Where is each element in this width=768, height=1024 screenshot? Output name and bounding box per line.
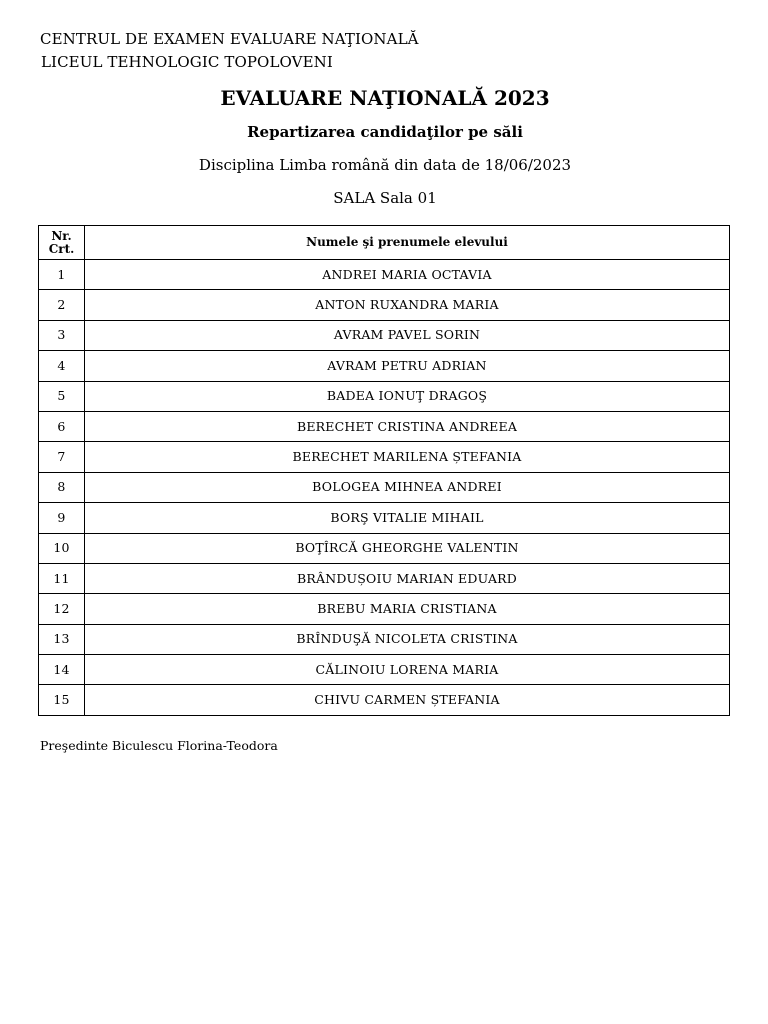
student-name-cell: BOLOGEA MIHNEA ANDREI [85, 472, 730, 502]
table-row [39, 472, 730, 502]
student-name-cell: ANDREI MARIA OCTAVIA [85, 260, 730, 290]
row-number-cell: 12 [39, 594, 85, 624]
column-header-nr-line2: Crt. [48, 241, 75, 256]
document-title: EVALUARE NAŢIONALĂ 2023 [220, 86, 550, 110]
room-line: SALA Sala 01 [333, 189, 437, 207]
table-row [39, 351, 730, 381]
row-number-cell: 7 [39, 442, 85, 472]
table-row [39, 503, 730, 533]
student-name-cell: AVRAM PETRU ADRIAN [85, 351, 730, 381]
row-number-cell: 10 [39, 533, 85, 563]
table-row [39, 624, 730, 654]
table-row [39, 290, 730, 320]
table-row [39, 533, 730, 563]
student-name-cell: BADEA IONUŢ DRAGOŞ [85, 381, 730, 411]
student-name-cell: BREBU MARIA CRISTIANA [85, 594, 730, 624]
table-row [39, 685, 730, 715]
student-name-cell: BRÂNDUȘOIU MARIAN EDUARD [85, 563, 730, 593]
row-number-cell: 8 [39, 472, 85, 502]
table-row [39, 381, 730, 411]
row-number-cell: 11 [39, 563, 85, 593]
row-number-cell: 14 [39, 655, 85, 685]
document-subtitle: Repartizarea candidaţilor pe săli [247, 123, 523, 141]
row-number-cell: 6 [39, 411, 85, 441]
column-header-name: Numele şi prenumele elevului [85, 226, 730, 260]
row-number-cell: 3 [39, 320, 85, 350]
student-name-cell: BORŞ VITALIE MIHAIL [85, 503, 730, 533]
table-row [39, 655, 730, 685]
student-name-cell: AVRAM PAVEL SORIN [85, 320, 730, 350]
row-number-cell: 2 [39, 290, 85, 320]
table-row [39, 594, 730, 624]
table-row [39, 563, 730, 593]
table-body [39, 260, 730, 716]
row-number-cell: 1 [39, 260, 85, 290]
row-number-cell: 4 [39, 351, 85, 381]
row-number-cell: 5 [39, 381, 85, 411]
row-number-cell: 15 [39, 685, 85, 715]
president-signature-line: Preşedinte Biculescu Florina-Teodora [40, 738, 278, 753]
student-name-cell: CHIVU CARMEN ȘTEFANIA [85, 685, 730, 715]
table-row [39, 320, 730, 350]
student-name-cell: BERECHET MARILENA ȘTEFANIA [85, 442, 730, 472]
school-name: LICEUL TEHNOLOGIC TOPOLOVENI [41, 53, 333, 71]
row-number-cell: 13 [39, 624, 85, 654]
student-name-cell: BOŢÎRCĂ GHEORGHE VALENTIN [85, 533, 730, 563]
table-header-row [39, 226, 730, 260]
discipline-line: Disciplina Limba română din data de 18/06/2023 [198, 156, 572, 174]
candidates-table [38, 225, 730, 716]
table-row [39, 260, 730, 290]
table-row [39, 411, 730, 441]
student-name-cell: ANTON RUXANDRA MARIA [85, 290, 730, 320]
exam-center-name: CENTRUL DE EXAMEN EVALUARE NAŢIONALĂ [40, 30, 419, 48]
column-header-nr [39, 226, 85, 260]
table-row [39, 442, 730, 472]
student-name-cell: CĂLINOIU LORENA MARIA [85, 655, 730, 685]
student-name-cell: BERECHET CRISTINA ANDREEA [85, 411, 730, 441]
column-header-nr-line1: Nr. [51, 228, 72, 243]
row-number-cell: 9 [39, 503, 85, 533]
student-name-cell: BRÎNDUŞĂ NICOLETA CRISTINA [85, 624, 730, 654]
